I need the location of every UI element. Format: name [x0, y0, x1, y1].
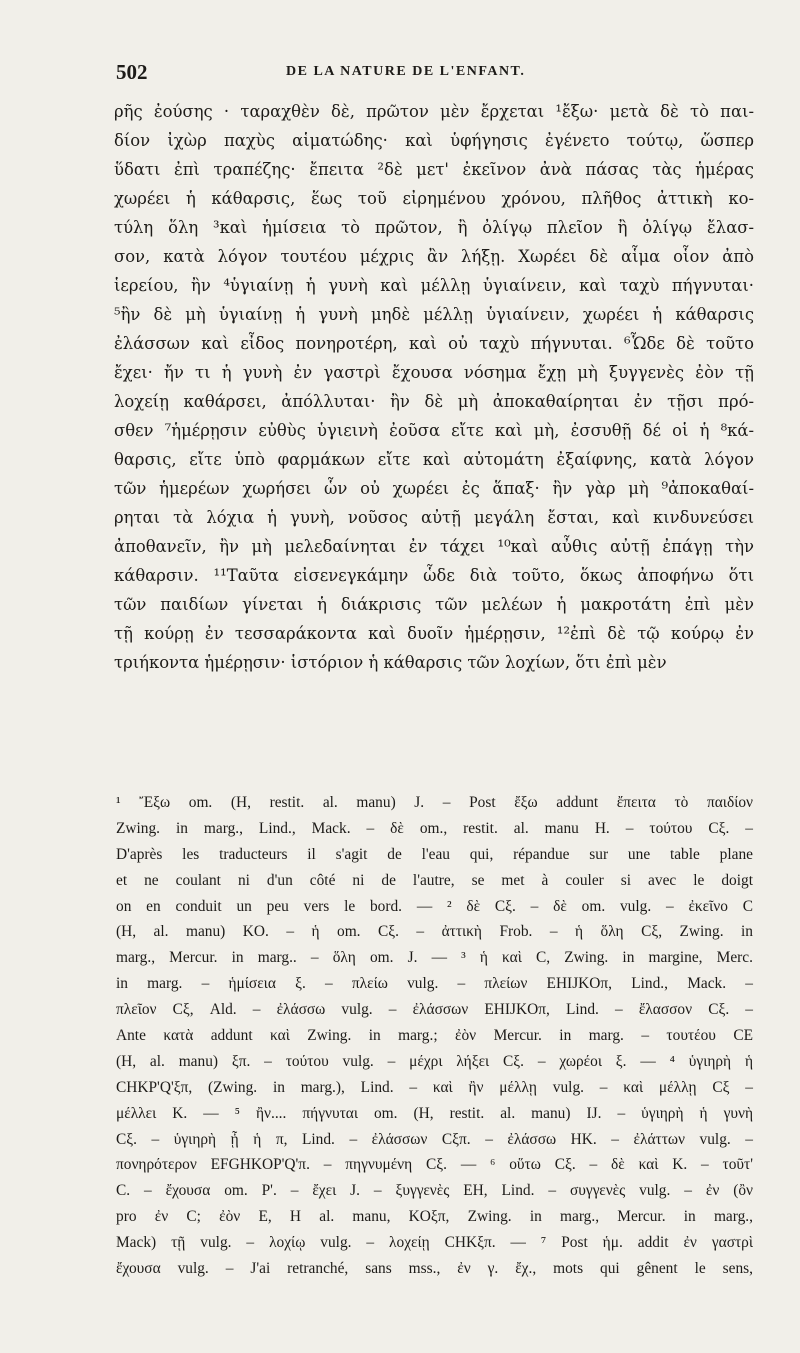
text-line: χωρέει ἡ κάθαρσις, ἕως τοῦ εἰρημένου χρόνου, πλῆθος ἀττικὴ κο-	[114, 189, 754, 208]
text-line: ⁵ἢν δὲ μὴ ὑγιαίνῃ ἡ γυνὴ μηδὲ μέλλῃ ὑγιαίνειν, χωρέει ἡ κάθαρσις	[114, 305, 754, 324]
footnote-line: μέλλει K. — ⁵ ἢν.... πήγνυται om. (H, restit. al. manu) IJ. – ὑγιηρὴ ἡ γυνὴ	[116, 1104, 753, 1122]
text-line: τριήκοντα ἡμέρῃσιν· ἱστόριον ἡ κάθαρσις τῶν λοχίων, ὅτι ἐπὶ μὲν	[114, 653, 667, 672]
text-line: τῇ κούρῃ ἐν τεσσαράκοντα καὶ δυοῖν ἡμέρῃσιν, ¹²ἐπὶ δὲ τῷ κούρῳ ἐν	[114, 624, 754, 643]
text-line: θαρσις, εἴτε ὑπὸ φαρμάκων εἴτε καὶ αὐτομάτη ἐξαίφνης, κατὰ λόγον	[114, 450, 754, 469]
footnote-line: Mack) τῇ vulg. – λοχίῳ vulg. – λοχείῃ CHKξπ. — ⁷ Post ἡμ. addit ἐν γαστρὶ	[116, 1234, 753, 1252]
text-line: ἀποθανεῖν, ἢν μὴ μελεδαίνηται ἐν τάχει ¹⁰καὶ αὖθις αὐτῇ ἐπάγῃ τὴν	[114, 537, 754, 556]
text-line: σον, κατὰ λόγον τουτέου μέχρις ἂν λήξῃ. Χωρέει δὲ αἷμα οἷον ἀπὸ	[114, 247, 754, 266]
running-title: DE LA NATURE DE L'ENFANT.	[286, 64, 526, 79]
text-line: τύλη ὅλη ³καὶ ἡμίσεια τὸ πρῶτον, ἢ ὀλίγῳ πλεῖον ἢ ὀλίγῳ ἔλασ-	[114, 218, 754, 237]
text-line: σθεν ⁷ἡμέρῃσιν εὐθὺς ὑγιεινὴ ἐοῦσα εἴτε καὶ μὴ, ἐσσυθῇ δέ οἱ ἡ ⁸κά-	[114, 421, 754, 440]
footnote-line: on en conduit un peu vers le bord. — ² δὲ Cξ. – δὲ om. vulg. – ἐκεῖνο C	[116, 897, 753, 915]
footnote-line: C. – ἔχουσα om. P'. – ἔχει J. – ξυγγενὲς EH, Lind. – συγγενὲς vulg. – ἐν (ὂν	[116, 1182, 753, 1200]
text-line: ρηται τὰ λόχια ἡ γυνὴ, νοῦσος αὐτῇ μεγάλη ἔσται, καὶ κινδυνεύσει	[114, 508, 754, 527]
text-line: ὕδατι ἐπὶ τραπέζης· ἔπειτα ²δὲ μετ' ἐκεῖνον ἀνὰ πάσας τὰς ἡμέρας	[114, 160, 754, 179]
text-line: τῶν ἡμερέων χωρήσει ὧν οὐ χωρέει ἐς ἅπαξ· ἢν γὰρ μὴ ⁹ἀποκαθαί-	[114, 479, 754, 498]
footnote-line: (H, al. manu) ξπ. – τούτου vulg. – μέχρι λήξει Cξ. – χωρέοι ξ. — ⁴ ὑγιηρὴ ἡ	[116, 1052, 753, 1070]
footnote-line: Zwing. in marg., Lind., Mack. – δὲ om., restit. al. manu H. – τούτου Cξ. –	[116, 819, 753, 837]
text-line: ἱερείου, ἢν ⁴ὑγιαίνῃ ἡ γυνὴ καὶ μέλλῃ ὑγιαίνειν, καὶ ταχὺ πήγνυται·	[114, 276, 754, 295]
text-line: τῶν παιδίων γίνεται ἡ διάκρισις τῶν μελέων ἡ μακροτάτη ἐπὶ μὲν	[114, 595, 754, 614]
footnote-line: D'après les traducteurs il s'agit de l'eau qui, répandue sur une table plane	[116, 845, 753, 863]
footnote-line: (H, al. manu) KO. – ἡ om. Cξ. – ἀττικὴ Frob. – ἡ ὅλη Cξ, Zwing. in	[116, 923, 753, 941]
footnote-line: marg., Mercur. in marg.. – ὅλη om. J. — ³ ἡ καὶ C, Zwing. in margine, Merc.	[116, 949, 753, 967]
greek-main-text	[114, 97, 754, 677]
text-line: ἐλάσσων καὶ εἶδος πονηροτέρη, καὶ οὐ ταχὺ πήγνυται. ⁶Ὧδε δὲ τοῦτο	[114, 334, 754, 353]
footnote-line: pro ἐν C; ἐὸν E, H al. manu, KOξπ, Zwing. in marg., Mercur. in marg.,	[116, 1208, 753, 1226]
text-line: λοχείῃ καθάρσει, ἀπόλλυται· ἢν δὲ μὴ ἀποκαθαίρηται ἐν τῇσι πρό-	[114, 392, 754, 411]
text-line: ρῆς ἐούσης · ταραχθὲν δὲ, πρῶτον μὲν ἔρχεται ¹ἔξω· μετὰ δὲ τὸ παι-	[114, 102, 754, 121]
page-header	[116, 60, 756, 90]
text-line: δίον ἰχὼρ παχὺς αἱματώδης· καὶ ὑφήγησις ἐγένετο τούτῳ, ὥσπερ	[114, 131, 754, 150]
footnote-line: Ante κατὰ addunt καὶ Zwing. in marg.; ἐὸν Mercur. in marg. – τουτέου CE	[116, 1027, 753, 1045]
page-number: 502	[116, 60, 148, 84]
footnote-line: et ne coulant ni d'un côté ni de l'autre, se met à couler si avec le doigt	[116, 871, 753, 889]
footnote-line: in marg. – ἡμίσεια ξ. – πλείω vulg. – πλείων EHIJKOπ, Lind., Mack. –	[116, 975, 753, 993]
text-line: κάθαρσιν. ¹¹Ταῦτα εἰσενεγκάμην ὧδε διὰ τοῦτο, ὅκως ἀποφήνω ὅτι	[114, 566, 754, 585]
text-line: ἔχει· ἤν τι ἡ γυνὴ ἐν γαστρὶ ἔχουσα νόσημα ἔχῃ μὴ ξυγγενὲς ἐὸν τῇ	[114, 363, 754, 382]
footnote-line: ἔχουσα vulg. – J'ai retranché, sans mss., ἐν γ. ἔχ., mots qui gênent le sens,	[116, 1260, 753, 1278]
footnote-line: πλεῖον Cξ, Ald. – ἐλάσσω vulg. – ἐλάσσων EHIJKOπ, Lind. – ἔλασσον Cξ. –	[116, 1001, 753, 1019]
footnote-line: Cξ. – ὑγιηρὴ ᾖ ἡ π, Lind. – ἐλάσσων Cξπ. – ἐλάσσω HK. – ἐλάττων vulg. –	[116, 1130, 753, 1148]
footnote-line: πονηρότερον EFGHKOP'Q'π. – πηγνυμένη Cξ. — ⁶ οὕτω Cξ. – δὲ καὶ K. – τοῦτ'	[116, 1156, 753, 1174]
footnote-line: ¹ Ἔξω om. (H, restit. al. manu) J. – Post ἔξω addunt ἔπειτα τὸ παιδίον	[116, 794, 753, 811]
footnotes	[116, 790, 753, 1282]
footnote-line: CHKP'Q'ξπ, (Zwing. in marg.), Lind. – καὶ ἢν μέλλῃ vulg. – καὶ μέλλῃ Cξ –	[116, 1078, 753, 1096]
